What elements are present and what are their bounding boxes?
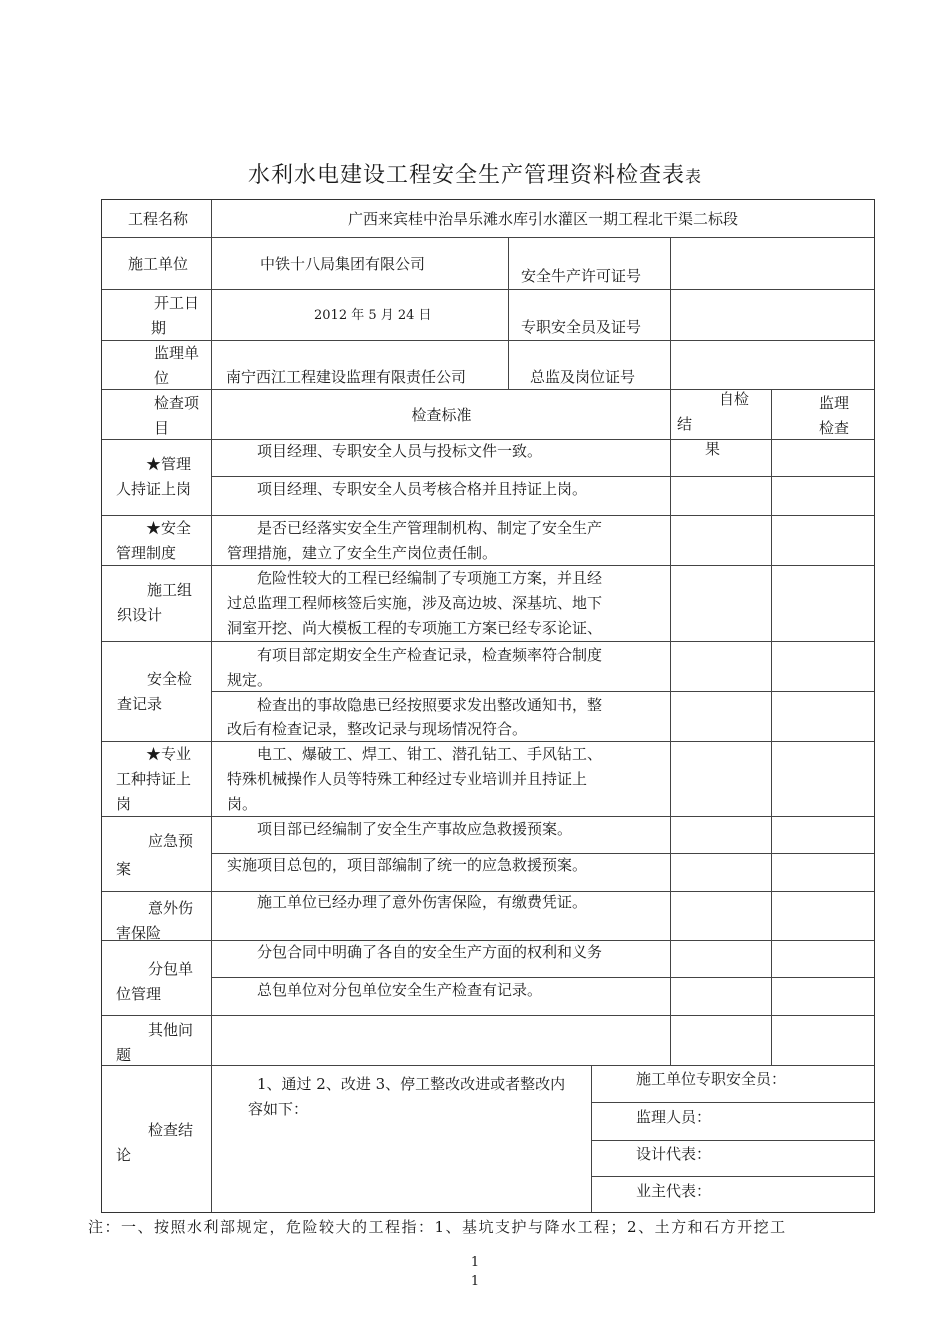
row-divider — [102, 289, 874, 290]
item-subcontractor-mgmt: 分包单 位管理 — [116, 960, 194, 1003]
conclusion-text: 容如下： — [248, 1100, 309, 1118]
item-special-workers: ★专业 工种持证上 岗 — [116, 745, 192, 813]
chief-supervisor-label: 总监及岗位证号 — [530, 368, 636, 386]
col-divider — [211, 200, 212, 1212]
start-date-value: 2012 年 5 月 24 日 — [314, 308, 432, 323]
standard-text: 有项目部定期安全生产检查记录，检查频率符合制度 — [257, 646, 603, 664]
column-check-standard: 检查标准 — [411, 406, 472, 424]
standard-text: 岗。 — [227, 795, 258, 813]
col-divider — [670, 389, 671, 1065]
contractor-label: 施工单位 — [128, 255, 189, 273]
contractor-value: 中铁十八局集团有限公司 — [260, 255, 426, 273]
col-divider — [670, 237, 671, 390]
column-check-item: 检查项 目 — [154, 394, 200, 437]
page-number: 1 — [470, 1274, 480, 1289]
project-name-label: 工程名称 — [128, 210, 189, 228]
safety-officer-label: 专职安全员及证号 — [521, 318, 642, 336]
item-emergency-plan: 应急预 案 — [116, 832, 194, 878]
project-name-value: 广西来宾桂中治旱乐滩水库引水灌区一期工程北干渠二标段 — [347, 210, 738, 228]
row-divider — [591, 1102, 874, 1103]
standard-text: 总包单位对分包单位安全生产检查有记录。 — [257, 981, 543, 999]
sign-safety-officer: 施工单位专职安全员： — [636, 1070, 787, 1088]
item-management-cert: ★管理 人持证上岗 — [116, 455, 192, 498]
standard-text: 过总监理工程师核签后实施，涉及高边坡、深基坑、地下 — [227, 594, 603, 612]
safety-permit-label: 安全牛产许可证号 — [521, 267, 642, 285]
conclusion-text: 1、通过 2、改进 3、停工整改改进或者整改内 — [257, 1075, 566, 1093]
row-divider — [212, 691, 874, 692]
row-divider — [591, 1140, 874, 1141]
standard-text: 检查出的事故隐患已经按照要求发出整改通知书，整 — [257, 696, 603, 714]
start-date-label: 开工日 期 — [151, 294, 200, 337]
standard-text: 特殊机械操作人员等特殊工种经过专业培训并且持证上 — [227, 770, 588, 788]
item-construction-design: 施工组 织设计 — [117, 581, 193, 624]
col-divider — [591, 1065, 592, 1212]
supervisor-unit-value: 南宁西江工程建设监理有限责任公司 — [226, 368, 467, 386]
row-divider — [591, 1176, 874, 1177]
col-divider — [508, 237, 509, 389]
standard-text: 洞室开挖、尚大模板工程的专项施工方案已经专豕论证、 — [227, 619, 603, 637]
column-supervisor-check: 监理 检查 — [819, 394, 850, 437]
standard-text: 分包合同中明确了各自的安全生产方面的权利和义务 — [257, 943, 603, 961]
standard-text: 施工单位已经办理了意外伤害保险，有缴费凭证。 — [257, 893, 588, 911]
standard-text: 是否已经落实安全生产管理制机构、制定了安全生产 — [257, 519, 603, 537]
standard-text: 项目部已经编制了安全生产事故应急救援预案。 — [257, 820, 573, 838]
standard-text: 规定。 — [227, 671, 273, 689]
sign-supervisor: 监理人员： — [636, 1108, 712, 1126]
sign-owner-rep: 业主代表： — [636, 1182, 712, 1200]
sign-design-rep: 设计代表： — [636, 1145, 712, 1163]
checklist-table — [101, 199, 875, 1213]
row-divider — [102, 1065, 874, 1066]
footer-note: 注：一、按照水利部规定，危险较大的工程指：1、基坑支护与降水工程；2、土方和石方开挖工 — [88, 1218, 787, 1236]
standard-text: 危险性较大的工程已经编制了专项施工方案，并且经 — [257, 569, 603, 587]
item-other-issues: 其他问 题 — [116, 1021, 194, 1064]
row-divider — [102, 340, 874, 341]
standard-text: 项目经理、专职安全人员考核合格并且持证上岗。 — [257, 480, 588, 498]
standard-text: 项目经理、专职安全人员与投标文件一致。 — [257, 442, 543, 460]
item-safety-system: ★安全 管理制度 — [116, 519, 192, 562]
row-divider — [102, 237, 874, 238]
item-inspection-records: 安全检 查记录 — [117, 670, 193, 713]
row-divider — [102, 1015, 874, 1016]
item-accident-insurance: 意外伤 害保险 — [116, 899, 194, 942]
column-self-check: 自检 结 果 — [677, 390, 750, 458]
page-title: 水利水电建设工程安全生产管理资料检查表表 — [247, 163, 703, 188]
standard-text: 实施项目总包的，项目部编制了统一的应急救援预案。 — [227, 856, 588, 874]
standard-text: 管理措施，建立了安全生产岗位责任制。 — [227, 544, 498, 562]
supervisor-unit-label: 监理单 位 — [154, 344, 200, 387]
standard-text: 电工、爆破工、焊工、钳工、潜孔钻工、手风钻工、 — [257, 745, 603, 763]
page-number: 1 — [470, 1255, 480, 1270]
standard-text: 改后有检查记录，整改记录与现场情况符合。 — [227, 720, 528, 738]
row-divider — [102, 641, 874, 642]
col-divider — [771, 389, 772, 1065]
item-inspection-conclusion: 检查结 论 — [116, 1121, 194, 1164]
